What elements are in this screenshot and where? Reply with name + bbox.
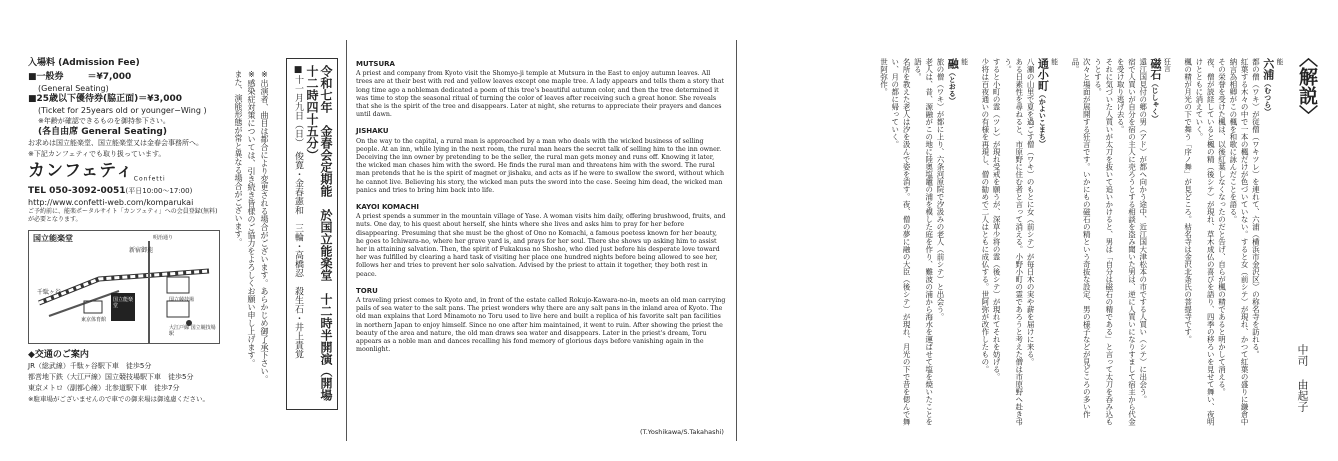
synopsis-text: A traveling priest comes to Kyoto and, in front of the estate called Rokujo-Kawara-no-in, meets an old man carrying pails of sea water to the salt pans. The priest wonders why there are any salt pans in the inland area of Kyoto. The old man explains that Lord Minamoto no Toru used to live here and built a replica of his favorite salt pan facilities in northern Japan to enjoy himself. Since no one after him maintained, it went to ruin. After showing the priest the beauty of the area and nature, the old man draws sea water and disappears. Later in the priest's dream, Toru appears as a noble man and dances recalling his fond memory of glorious days before vanishing again in the moonlight.	[356, 297, 726, 354]
access-oedo: 都営地下鉄（大江戸線）国立競技場駅下車 徒歩5分	[28, 373, 194, 382]
english-synopses	[356, 60, 726, 355]
commentary-line: すると小町の霊（ツレ）が現れ受戒を願うが、深草少将の霊（後シテ）が現れてそれを妨げる。	[992, 58, 1002, 381]
admission-info	[28, 58, 238, 405]
map-label-stadium: 国立競技場	[169, 297, 195, 304]
program-box	[286, 58, 338, 410]
commentary-line: 遠江国見付の郷の男（アド）が都へ向かう途中、近江国大津松本の市でする人買い（シテ）に出会う。	[1138, 58, 1148, 403]
access-metro: 東京メトロ（副都心線）北参道駅下車 徒歩7分	[28, 384, 180, 393]
commentary-line: 都の僧（ワキ）が従僧（ワキツレ）を連れて、六浦（横浜市金沢区）の称名寺を訪れる。	[1251, 58, 1261, 358]
map-label-sendagaya: 千駄ヶ谷	[37, 289, 62, 297]
divider	[346, 40, 347, 441]
program-detail: ■十一月九日（日） 俊寛・金春憲和 三輪・高橋忍 殺生石・井上貴覚	[293, 65, 303, 359]
synopsis-title: KAYOI KOMACHI	[356, 203, 420, 212]
map-label-meiji: 明治通り	[153, 235, 174, 242]
free-seat: (各自由席 General Seating)	[38, 127, 167, 137]
general-en: (General Seating)	[38, 84, 109, 93]
commentary-line: 旅の僧（ワキ）が都に上り、六条河原院で汐汲みの老人（前シテ）と出会う。	[935, 58, 945, 321]
url-link[interactable]: http://www.confetti-web.com/komparukai	[28, 198, 194, 208]
access-info	[28, 350, 238, 405]
commentary-line: 八瀬の山里で夏を過ごす僧（ワキ）のもとに女（前シテ）が毎日木の実や薪を届けに来る。	[1026, 58, 1036, 366]
note-2: ※感染症対策については、引き続き皆様のご協力をよろしくお願い申し上げます。	[247, 70, 256, 367]
map-title: 国立能楽堂	[33, 234, 73, 244]
play-category: 能	[1050, 58, 1059, 65]
synopsis-title: JISHAKU	[356, 127, 389, 136]
credit: (T.Yoshikawa/S.Takahashi)	[640, 428, 724, 436]
fee-heading: 入場料 (Admission Fee)	[28, 58, 140, 68]
access-jr: JR（総武線）千駄ヶ谷駅下車 徒歩5分	[28, 362, 152, 371]
youth-note: ※年齢が確認できるものを御持参下さい。	[38, 117, 170, 125]
synopsis-title: TORU	[356, 286, 378, 295]
access-heading: ◆交通のご案内	[28, 350, 89, 361]
program-title: 令和七年 金春会定期能 於国立能楽堂 十二時半開演（開場十二時四十五分）	[305, 65, 333, 401]
map-label-station: 大江戸線 国立競技場駅	[169, 325, 216, 338]
logo-sub: Confetti	[133, 175, 166, 183]
commentary-line: 老人は、昔、源融がこの地に陸奥塩竈の浦を模した庭を作り、難波の浦から海水を運ばせて塩を焼いたことを語る。	[913, 58, 934, 426]
logo-text: カンフェティ	[28, 161, 134, 181]
general-price: ＝¥7,000	[87, 72, 132, 82]
map-label-gyoen: 新宿御苑	[129, 247, 154, 255]
commentary-line: それに気づいた人買いが太刀を抜いて追いかけると、男は「自分は磁石の精である」と言って太刀を呑み込もうとする。	[1093, 58, 1114, 426]
synopsis-text: A priest spends a summer in the mountain village of Yase. A woman visits him daily, offering brushwood, fruits, and nuts. One day, to his quest about herself, she hints where she lives and asks him to pray for her before disappearing. Presuming that she must be the ghost of Ono no Komachi, a famous poetess known for her beauty, he goes to Ichiwara-no, where her grave yard is, and prays for her soul. There she shows up asking him to assist her in attaining salvation. Then, the spirit of Fukakusa no Shosho, who died just before his desperate love toward her was fulfilled by clearing a hard task of visiting her place one hundred nights before being allowed to see her, follows her and tries to prevent her solo salvation. Advised by the priest to attain it together, they both rest in peace.	[356, 213, 726, 278]
play-title: 六浦（むつら）	[1261, 58, 1275, 115]
author-name: 中司 由起子	[1296, 344, 1309, 412]
access-parking: ※駐車場がございませんので車での御来場は御遠慮ください。	[28, 395, 209, 404]
commentary-line: 次々と場面が展開する狂言です。いかにもの磁石の精という奇抜な設定、男の様子などが見どころの多い作品。	[1070, 58, 1092, 418]
play-category: 狂言	[1163, 58, 1172, 72]
sales-info-2: ※下記カンフェティでも取り扱っています。	[28, 150, 166, 158]
commentary-line: 世阿弥作。	[879, 58, 889, 96]
play-title: 通小町（かよいこまち）	[1036, 58, 1050, 147]
synopsis-text: On the way to the capital, a rural man is approached by a man who deals with the wicked business of selling people. At an inn, while lying in the next room, the rural man hears the secret talk of selling him to the inn owner. Deceiving the inn owner by pretending to be the seller, the rural man gets money and runs off. Knowing it later, the wicked man chases him with the sword. He finds the rural man and threatens him with the sword. The rural man pretends that he is the spirit of magnet or jishaku, and acts as if he were to swallow the sword, without which he cannot live. Believing his story, the wicked man puts the sword into the case. Seeing him dead, the wicked man panics and tries to bring him back into life.	[356, 137, 724, 194]
url-note: ご予約前に、能楽ポータルサイト「カンフェティ」への会員登録(無料)が必要となります。	[28, 208, 218, 224]
commentary-line: 夜、僧が読経していると楓の精（後シテ）が現れ、草木成仏の喜びを語り、四季の移ろいを見せて舞い、夜明けとともに消えていく。	[1194, 58, 1216, 426]
map-label-nohgakudo: 国立能楽堂	[113, 297, 134, 310]
play-title: 磁石（じしゃく）	[1149, 58, 1163, 122]
commentary-line: 名所を教えた老人は汐を汲んで姿を消す。夜、僧の夢に融の大臣（後シテ）が現れ、月光の下で昔を偲んで舞い、月の都に帰っていく。	[890, 58, 912, 426]
sales-info-1: お求めは国立能楽堂、国立能楽堂又は金春会事務所へ。	[28, 139, 203, 147]
commentary-line: 楓の精が月光の下で舞う「序ノ舞」が見どころ。枯名寺は金沢北条氏の菩提寺です。	[1183, 58, 1193, 343]
tel-hours: (平日10:00～17:00)	[125, 187, 193, 196]
note-3: また、演能形態が常と異なる場合がございます。	[234, 70, 243, 246]
tel: TEL 050-3092-0051	[28, 186, 126, 197]
note-1: ※出演者、曲目は都合により変更される場合がございます。あらかじめ御了承下さい。	[260, 70, 269, 383]
commentary-line: 宿で人買いが自分を宿の主人に売ろうとする相談を盗み聞いた男は、逆に人買いになりすまして宿主から代金を受け取り逃げ去る。	[1116, 58, 1137, 426]
commentary-line: 紅葉する木々の中で一本の楓だけが色づいていない。すると女（前シテ）が現れ、かつて紅葉の盛りに鎌倉中納言為相卿がこの楓を和歌に詠んだことを語る。	[1228, 58, 1250, 426]
japanese-commentary	[745, 58, 1285, 428]
divider	[736, 40, 737, 441]
play-category: 能	[1276, 58, 1284, 65]
confetti-logo	[28, 161, 238, 184]
general-label: ■一般券	[28, 72, 64, 82]
synopsis-title: MUTSURA	[356, 60, 395, 68]
youth-en: (Ticket for 25years old or younger−Wing )	[38, 106, 207, 115]
notes	[232, 70, 271, 410]
youth-label: ■25歳以下優待券(脇正面)	[28, 94, 139, 104]
access-map	[28, 230, 220, 344]
map-label-gym: 東京体育館	[81, 317, 107, 324]
page-title: 〈解説〉	[1296, 48, 1318, 124]
commentary-line: ある日素性を尋ねると、市原野に住む者と言って消える。小野小町の霊であろうと考えた僧は市原野へ赴き弔う。	[1003, 58, 1024, 426]
play-title: 融（とおる）	[946, 58, 960, 104]
commentary-line: その栄誉を受けた楓は、以後紅葉しなくなったのだと告げ、自らが楓の精であると明かして消える。	[1217, 58, 1227, 396]
play-category: 能	[960, 58, 969, 65]
commentary-line: 少将は百夜通いの有様を再現し、僧の勧めで二人はともに成仏する。世阿弥が改作したもの。	[980, 58, 990, 373]
youth-price: ＝¥3,000	[138, 94, 182, 104]
synopsis-text: A priest and company from Kyoto visit the Shomyo-ji temple at Mutsura in the East to enjoy autumn leaves. All trees are at their best with red and yellow leaves except one maple tree. A lady appears and tells them a story that long time ago a nobleman dedicated a poem of this tree's beautiful autumn color, and then the tree determined it was time to stop the seasonal ritual of turning the color of leaves after receiving such a great honor. She reveals that she is the spirit of the tree and disappears. Later at night, she returns to appreciate their prayers and dances until dawn.	[356, 70, 724, 119]
